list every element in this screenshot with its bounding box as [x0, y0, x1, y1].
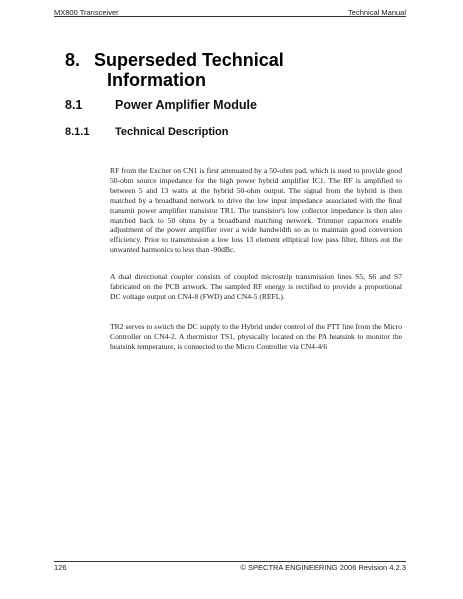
subsection-title: Technical Description	[115, 126, 229, 138]
section-number: 8.1	[65, 98, 83, 112]
header-divider	[54, 16, 406, 17]
page-footer	[54, 563, 406, 575]
footer-divider	[54, 561, 406, 562]
section-title: Power Amplifier Module	[115, 98, 257, 112]
footer-copyright: © SPECTRA ENGINEERING 2006 Revision 4.2.3	[240, 563, 406, 572]
header-manual-title: Technical Manual	[348, 8, 406, 17]
header-product: MX800 Transceiver	[54, 8, 119, 17]
subsection-number: 8.1.1	[65, 126, 90, 138]
chapter-title-line2: Information	[107, 70, 206, 90]
paragraph-rf-path: RF from the Exciter on CN1 is first attenuated by a 50-ohm pad, which is used to provide good 50-ohm source impedance for the high power hybrid amplifier IC1. The RF is amplified to between 5 and 13 watts at the hybrid 50-ohm output. The signal from the hybrid is then matched by a broadband network to drive the low input impedance associated with the final transmit power amplifier transistor TR1. The transistor's low collector impedance is then also matched back to 50 ohms by a broadband matching network. Trimmer capacitors enable adjustment of the power amplifier over a wide bandwidth so as to maintain good conversion efficiency. Prior to transmission a low loss 13 element elliptical low pass filter, filters out the unwanted harmonics to less than -90dBc.	[110, 166, 402, 255]
page-number: 126	[54, 563, 67, 572]
paragraph-dc-switch: TR2 serves to switch the DC supply to the Hybrid under control of the PTT line from the Micro Controller on CN4-2. A thermistor TS1, physically located on the PA heatsink to monitor the heatsink temperature, is connected to the Micro Controller via CN4-4/6	[110, 322, 402, 351]
paragraph-directional-coupler: A dual directional coupler consists of coupled microstrip transmission lines S5, S6 and S7 fabricated on the PCB artwork. The sampled RF energy is rectified to provide a proportional DC voltage output on CN4-8 (FWD) and CN4-5 (REFL).	[110, 272, 402, 301]
chapter-number: 8.	[65, 50, 81, 70]
chapter-title-line1: Superseded Technical	[94, 50, 284, 70]
